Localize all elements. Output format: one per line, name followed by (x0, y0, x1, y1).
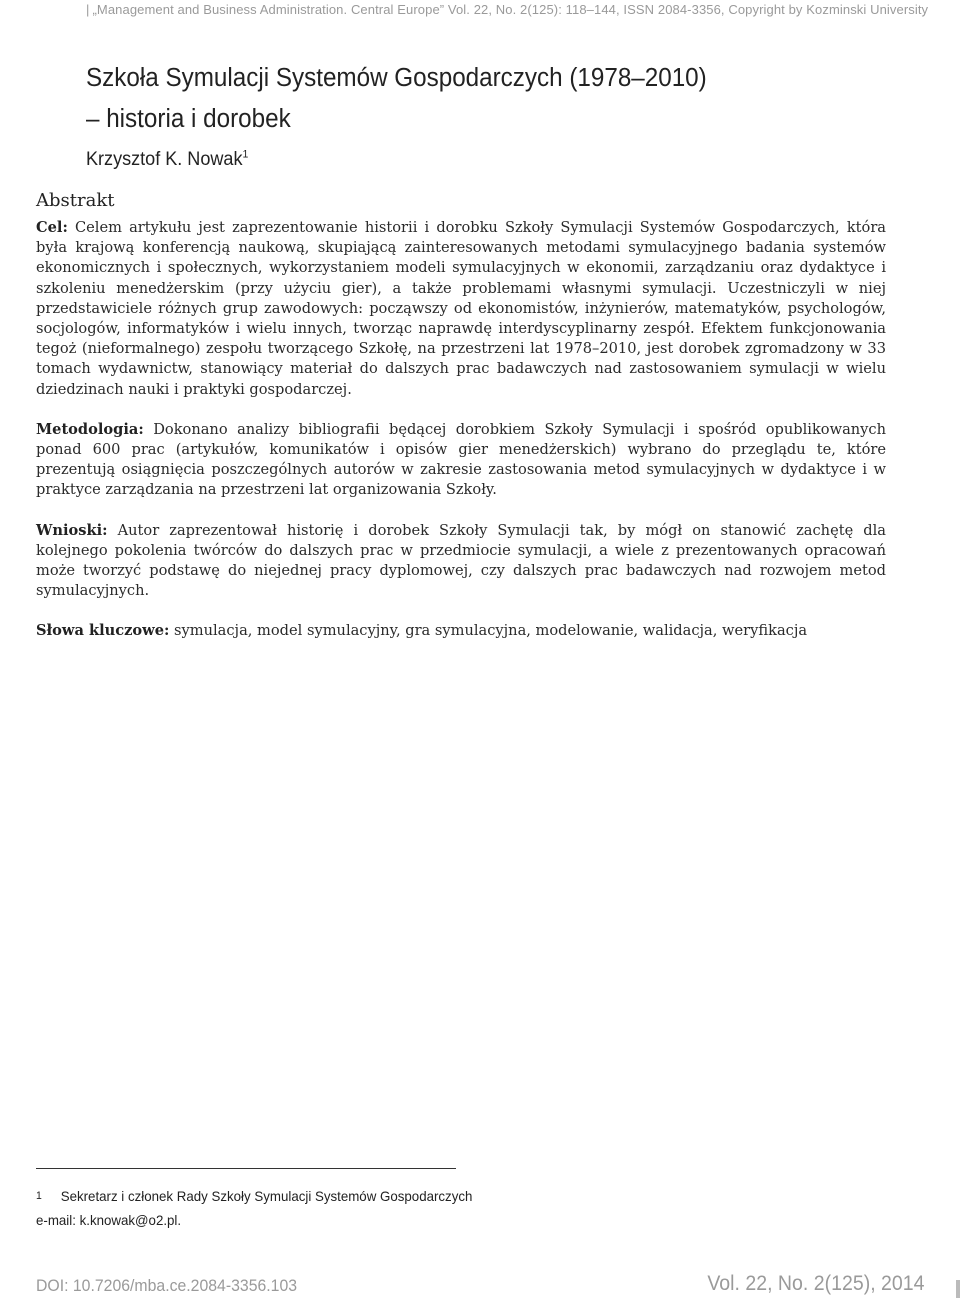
metodologia-text: Dokonano analizy bibliografii będącej dorobkiem Szkoły Symulacji i spośród opublikowanych ponad 600 prac (artykułów, komunikatów i opisów gier menedżerskich) wybrano do przeglądu te, które prezentują osiągnięcia poszczególnych autorów w zakresie zastosowania metod symulacyjnych w dydaktyce i w praktyce zarządzania na przestrzeni lat organizowania Szkoły. (36, 420, 886, 499)
running-header-text: „Management and Business Administration. Central Europe” Vol. 22, No. 2(125): 118–144, ISSN 2084-3356, Copyright by Kozminski University (92, 2, 929, 17)
abstract-keywords-paragraph (36, 621, 886, 641)
abstract-heading: Abstrakt (36, 190, 115, 211)
page-edge-mark (956, 1280, 960, 1298)
abstract-wnioski-paragraph (36, 521, 886, 602)
wnioski-text: Autor zaprezentował historię i dorobek Szkoły Symulacji tak, by mógł on stanowić zachętę dla kolejnego pokolenia twórców do dalszych prac w przedmiocie symulacji, a wiele z prezentowanych opracowań może tworzyć podstawę do niejednej pracy dyplomowej, czy dalszych prac badawczych nad rozwojem metod symulacyjnych. (36, 521, 886, 600)
abstract-cel-paragraph (36, 218, 886, 400)
footnote-divider (36, 1168, 456, 1169)
keywords-text: symulacja, model symulacyjny, gra symulacyjna, modelowanie, walidacja, weryfikacja (169, 622, 808, 640)
header-divider: | (86, 2, 90, 17)
footnote (36, 1184, 472, 1232)
doi-text: DOI: 10.7206/mba.ce.2084-3356.103 (36, 1276, 298, 1295)
keywords-label: Słowa kluczowe: (36, 622, 170, 640)
article-title-line-1: Szkoła Symulacji Systemów Gospodarczych (1978–2010) (86, 64, 707, 92)
volume-text: Vol. 22, No. 2(125), 2014 (706, 1272, 924, 1295)
footnote-line (36, 1184, 472, 1208)
footnote-number: 1 (36, 1190, 42, 1202)
author-footnote-marker: 1 (242, 148, 249, 161)
abstract-body (36, 218, 886, 662)
abstract-metodologia-paragraph (36, 420, 886, 501)
author-line (86, 149, 248, 171)
cel-label: Cel: (36, 219, 68, 236)
author-name: Krzysztof K. Nowak (86, 149, 243, 170)
article-title (86, 58, 865, 140)
footnote-email: e-mail: k.knowak@o2.pl. (36, 1212, 182, 1228)
metodologia-label: Metodologia: (36, 420, 144, 438)
cel-text: Celem artykułu jest zaprezentowanie historii i dorobku Szkoły Symulacji Systemów Gospodarczych, która była krajową konferencją naukową, skupiającą zainteresowanych metodami symulacyjnego badania systemów ekonomicznych i społecznych, wykorzystaniem modeli symulacyjnych w ekonomii, zarządzaniu oraz dydaktyce i szkoleniu menedżerskim (przy użyciu gier), a także problemami własnymi symulacji. Uczestniczyli w niej przedstawiciele różnych grup zawodowych: począwszy od ekonomistów, inżynierów, matematyków, psychologów, socjologów, informatyków i wielu innych, tworząc naprawdę interdyscyplinarny zespół. Efektem funkcjonowania tegoż (nieformalnego) zespołu tworzącego Szkołę, na przestrzeni lat 1978–2010, jest dorobek zgromadzony w 33 tomach wydawnictw, stanowiący materiał do dalszych prac badawczych nad zastosowaniem symulacji w wielu dziedzinach nauki i praktyki gospodarczej. (36, 219, 886, 398)
footnote-text: Sekretarz i członek Rady Szkoły Symulacji Systemów Gospodarczych (60, 1188, 473, 1204)
article-title-line-2: – historia i dorobek (86, 105, 291, 133)
running-header (86, 2, 928, 17)
wnioski-label: Wnioski: (36, 521, 108, 539)
